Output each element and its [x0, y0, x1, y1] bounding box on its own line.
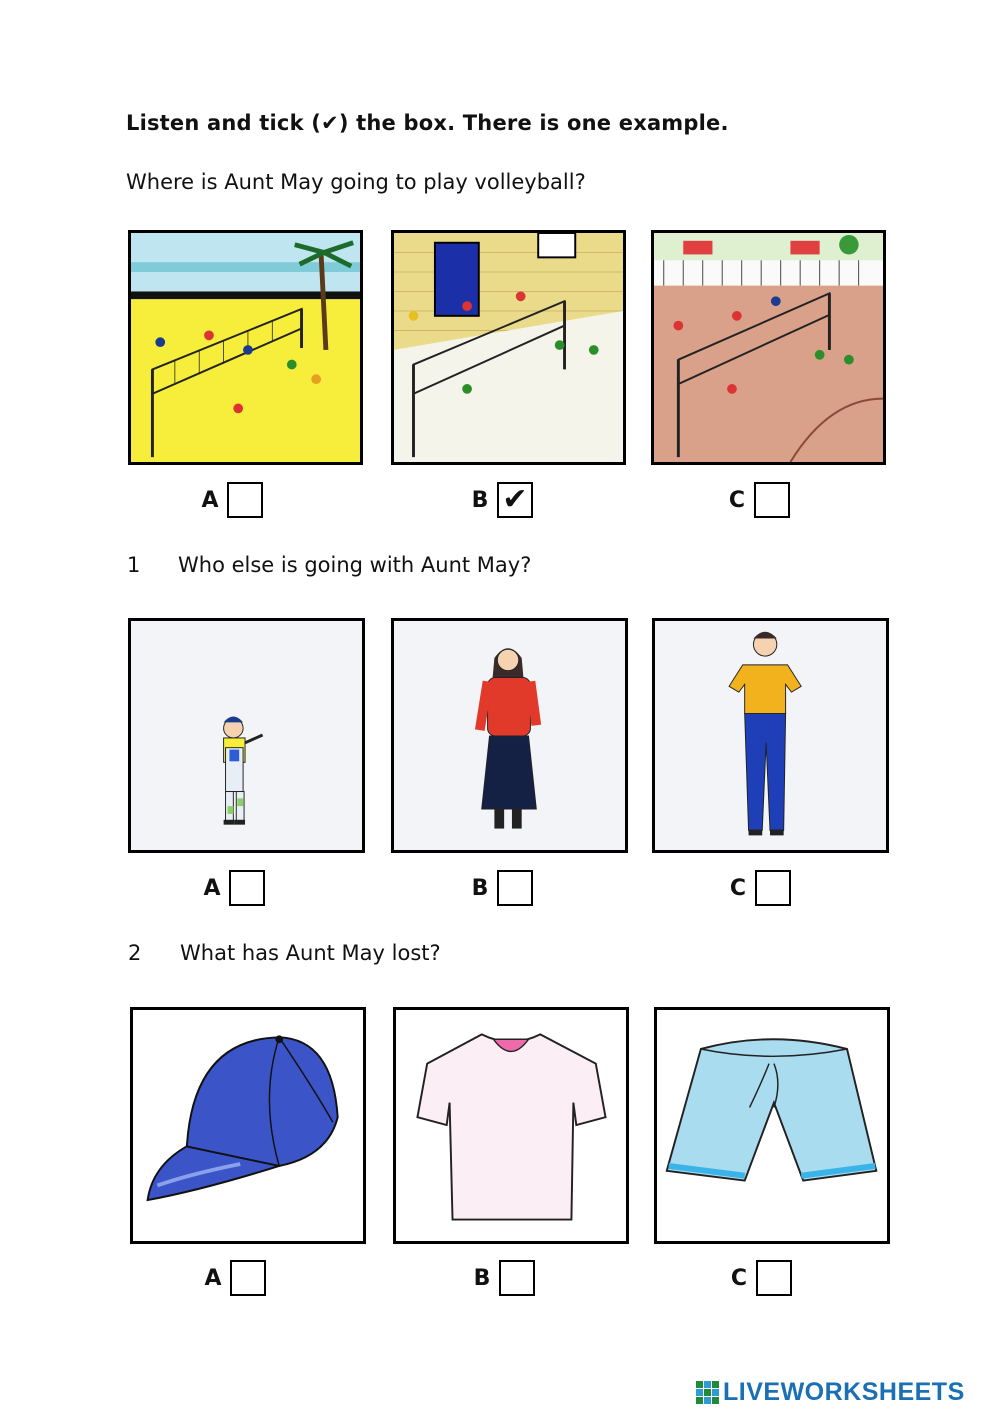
instruction-heading: Listen and tick (✔) the box. There is one example. [126, 111, 729, 135]
example-question: Where is Aunt May going to play volleyball? [126, 170, 586, 194]
tick-box[interactable] [755, 870, 791, 906]
tick-box[interactable] [497, 870, 533, 906]
option-label: C [730, 1265, 748, 1291]
option-label: B [471, 487, 489, 513]
option-label: B [471, 875, 489, 901]
tick-box[interactable] [227, 482, 263, 518]
tick-box-checked[interactable]: ✔ [497, 482, 533, 518]
tick-box[interactable] [756, 1260, 792, 1296]
option-label: C [728, 487, 746, 513]
picture-cap [130, 1007, 366, 1244]
picture-court-volleyball [651, 230, 886, 465]
q2-option-a[interactable] [204, 1260, 266, 1296]
q1-option-b[interactable] [471, 870, 533, 906]
example-option-a[interactable] [201, 482, 263, 518]
q1-option-c[interactable] [729, 870, 791, 906]
question-text: Who else is going with Aunt May? [178, 553, 532, 577]
liveworksheets-footer[interactable] [696, 1378, 965, 1407]
example-option-c[interactable] [728, 482, 790, 518]
question-text: What has Aunt May lost? [180, 941, 441, 965]
q2-option-b[interactable] [473, 1260, 535, 1296]
option-label: A [204, 1265, 222, 1291]
liveworksheets-logo-icon [696, 1381, 719, 1404]
picture-t-shirt [393, 1007, 629, 1244]
q1-option-a[interactable] [203, 870, 265, 906]
tick-box[interactable] [230, 1260, 266, 1296]
q2-option-c[interactable] [730, 1260, 792, 1296]
option-label: C [729, 875, 747, 901]
option-label: A [203, 875, 221, 901]
option-label: B [473, 1265, 491, 1291]
picture-woman [391, 618, 628, 853]
picture-small-boy [128, 618, 365, 853]
picture-school-yard-volleyball [391, 230, 626, 465]
question-number: 1 [127, 553, 141, 577]
example-option-b[interactable] [471, 482, 533, 518]
picture-man [652, 618, 889, 853]
option-label: A [201, 487, 219, 513]
tick-box[interactable] [229, 870, 265, 906]
brand-name: LIVEWORKSHEETS [723, 1378, 965, 1406]
picture-beach-volleyball [128, 230, 363, 465]
picture-shorts [654, 1007, 890, 1244]
tick-box[interactable] [499, 1260, 535, 1296]
question-number: 2 [128, 941, 142, 965]
tick-box[interactable] [754, 482, 790, 518]
